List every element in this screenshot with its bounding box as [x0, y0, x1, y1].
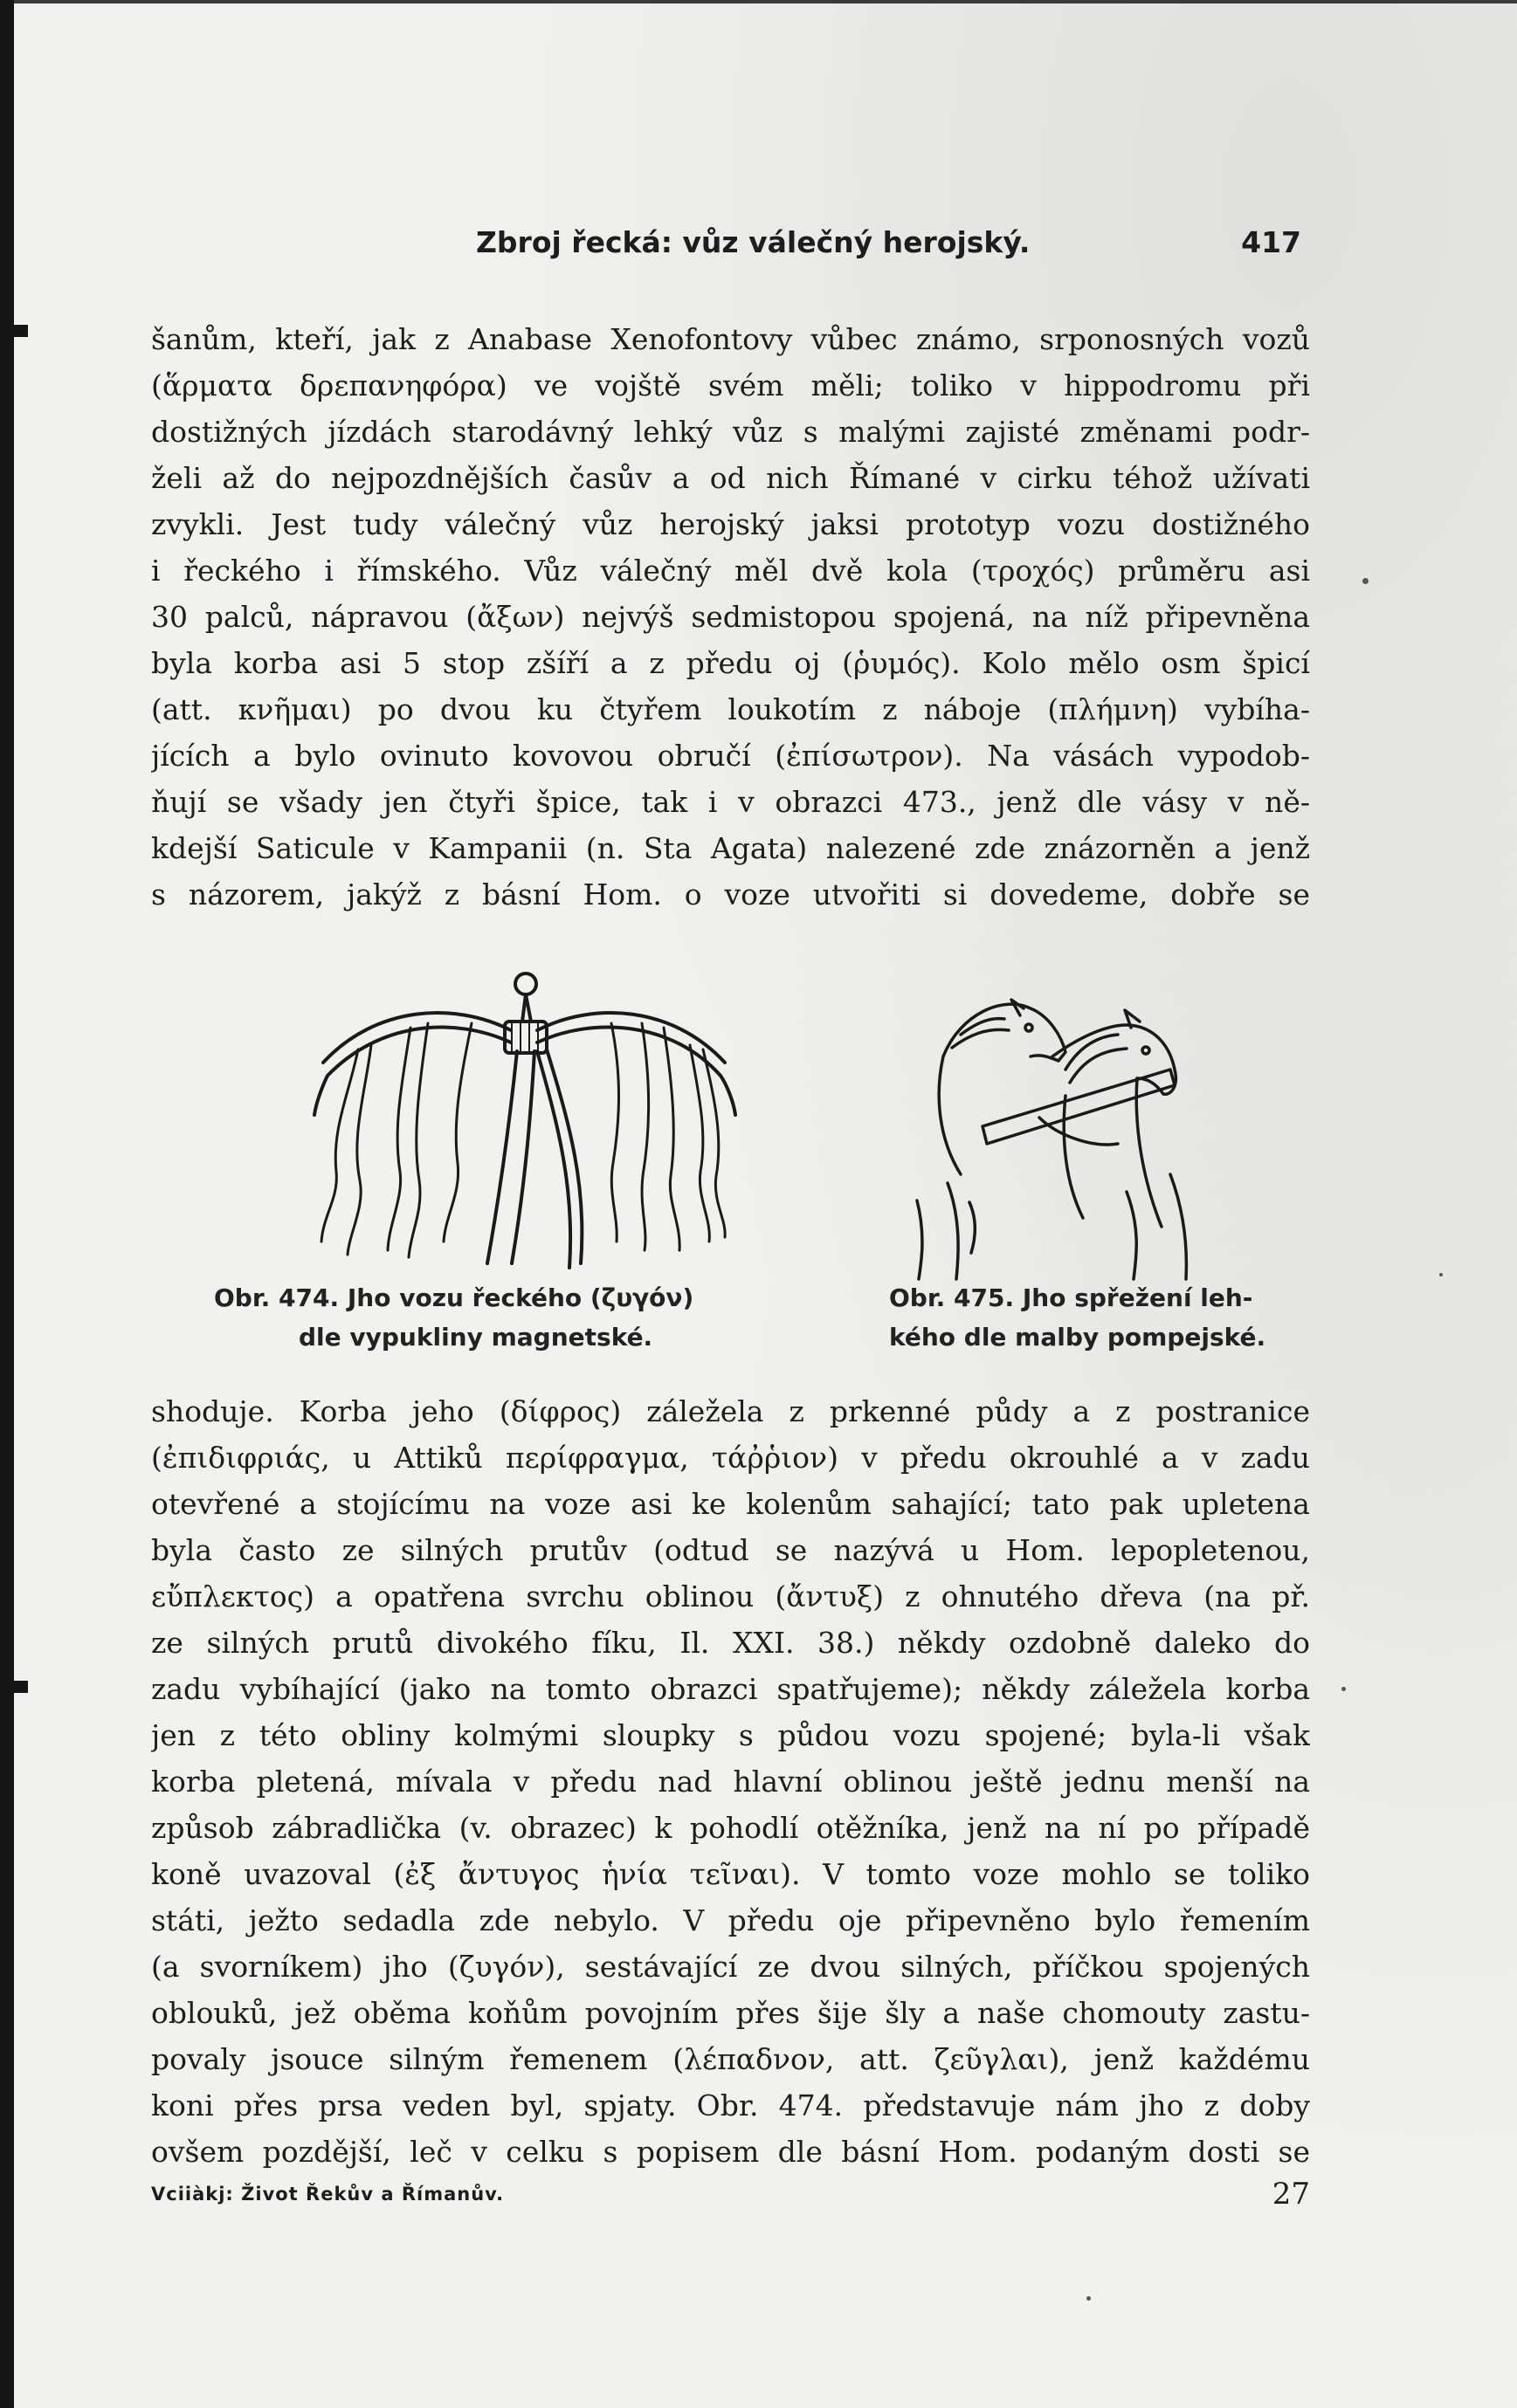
scan-speck [1439, 1273, 1443, 1276]
body-text-bottom [151, 1388, 1310, 2175]
text-line: želi až do nejpozdnějších časův a od nich Římané v cirku téhož užívati [151, 461, 1310, 495]
text-line: ňují se všady jen čtyři špice, tak i v obrazci 473., jenž dle vásy v ně- [151, 785, 1310, 819]
binding-mark [0, 1681, 28, 1693]
page-number: 417 [1241, 225, 1301, 259]
text-line: jen z této obliny kolmými sloupky s půdou vozu spojené; byla-li však [151, 1718, 1310, 1752]
caption-line: Obr. 475. Jho spřežení leh- [889, 1283, 1253, 1312]
text-line: εὔπλεκτος) a opatřena svrchu oblinou (ἄντυξ) z ohnutého dřeva (na př. [151, 1579, 1310, 1613]
binding-mark [0, 325, 28, 337]
text-line: ovšem pozdější, leč v celku s popisem dle básní Hom. podaným dosti se [151, 2135, 1310, 2169]
scan-binding-edge [0, 0, 14, 2408]
text-line: státi, ježto sedadla zde nebylo. V předu oje připevněno bylo řemením [151, 1903, 1310, 1937]
text-line: 30 palců, nápravou (ἄξων) nejvýš sedmistopou spojená, na níž připevněna [151, 600, 1310, 634]
text-line: otevřené a stojícímu na voze asi ke kolenům sahající; tato pak upletena [151, 1487, 1310, 1521]
text-line: (ἅρματα δρεπανηφόρα) ve vojště svém měli; toliko v hippodromu při [151, 368, 1310, 402]
signature-mark: 27 [1272, 2177, 1310, 2212]
yoke-drawing [297, 953, 751, 1285]
text-line: s názorem, jakýž z básní Hom. o voze utvořiti si dovedeme, dobře se [151, 877, 1310, 912]
text-line: jících a bylo ovinuto kovovou obručí (ἐπίσωτρον). Na vásách vypodob- [151, 739, 1310, 773]
text-line: dostižných jízdách starodávný lehký vůz s malými zajisté změnami podr- [151, 415, 1310, 449]
text-line: zadu vybíhající (jako na tomto obrazci spatřujeme); někdy záležela korba [151, 1672, 1310, 1706]
text-line: koni přes prsa veden byl, spjaty. Obr. 474. představuje nám jho z doby [151, 2088, 1310, 2122]
yoke-illustration [297, 953, 751, 1285]
page-footer [151, 2177, 1310, 2219]
horses-drawing [908, 974, 1196, 1283]
text-line: (att. κνῆμαι) po dvou ku čtyřem loukotím z náboje (πλήμνη) vybíha- [151, 692, 1310, 726]
text-line: korba pletená, mívala v předu nad hlavní oblinou ještě jednu menší na [151, 1765, 1310, 1799]
scan-speck [1341, 1687, 1346, 1691]
text-line: šanům, kteří, jak z Anabase Xenofontovy vůbec známo, srponosných vozů [151, 322, 1310, 356]
scan-top-edge [14, 0, 1517, 3]
caption-line: kého dle malby pompejské. [889, 1323, 1266, 1352]
text-line: oblouků, jež oběma koňům povojním přes šije šly a naše chomouty zastu- [151, 1996, 1310, 2030]
footer-source: Vciiàkj: Život Řekův a Římanův. [151, 2184, 505, 2205]
scan-speck [1362, 578, 1369, 584]
text-line: ze silných prutů divokého fíku, Il. XXI. 38.) někdy ozdobně daleko do [151, 1626, 1310, 1660]
caption-line: Obr. 474. Jho vozu řeckého (ζυγόν) [214, 1283, 694, 1312]
header-title: Zbroj řecká: vůz válečný herojský. [476, 225, 1031, 259]
scan-speck [1086, 2296, 1091, 2301]
text-line: kdejší Saticule v Kampanii (n. Sta Agata) nalezené zde znázorněn a jenž [151, 831, 1310, 865]
text-line: i řeckého i římského. Vůz válečný měl dvě kola (τροχός) průměru asi [151, 554, 1310, 588]
text-line: shoduje. Korba jeho (δίφρος) záležela z prkenné půdy a z postranice [151, 1394, 1310, 1428]
text-line: zvykli. Jest tudy válečný vůz herojský jaksi prototyp vozu dostižného [151, 507, 1310, 541]
figure-475-caption [889, 1278, 1308, 1357]
body-text-top [151, 316, 1310, 918]
running-header [476, 225, 1301, 269]
text-line: byla korba asi 5 stop zšíří a z předu oj (ῥυμός). Kolo mělo osm špicí [151, 646, 1310, 680]
text-line: koně uvazoval (ἐξ ἄντυγος ἡνία τεῖναι). V tomto voze mohlo se toliko [151, 1857, 1310, 1891]
text-line: způsob zábradlička (v. obrazec) k pohodlí otěžníka, jenž na ní po případě [151, 1811, 1310, 1845]
text-line: povaly jsouce silným řemenem (λέπαδνον, att. ζεῦγλαι), jenž každému [151, 2042, 1310, 2076]
caption-line: dle vypukliny magnetské. [299, 1323, 653, 1352]
text-line: (a svorníkem) jho (ζυγόν), sestávající ze dvou silných, příčkou spojených [151, 1950, 1310, 1984]
horses-illustration [908, 974, 1196, 1283]
figure-474-caption [214, 1278, 755, 1357]
text-line: (ἐπιδιφριάς, u Attiků περίφραγμα, τάῤῥιον) v předu okrouhlé a v zadu [151, 1441, 1310, 1475]
text-line: byla často ze silných prutův (odtud se nazývá u Hom. lepopletenou, [151, 1533, 1310, 1567]
